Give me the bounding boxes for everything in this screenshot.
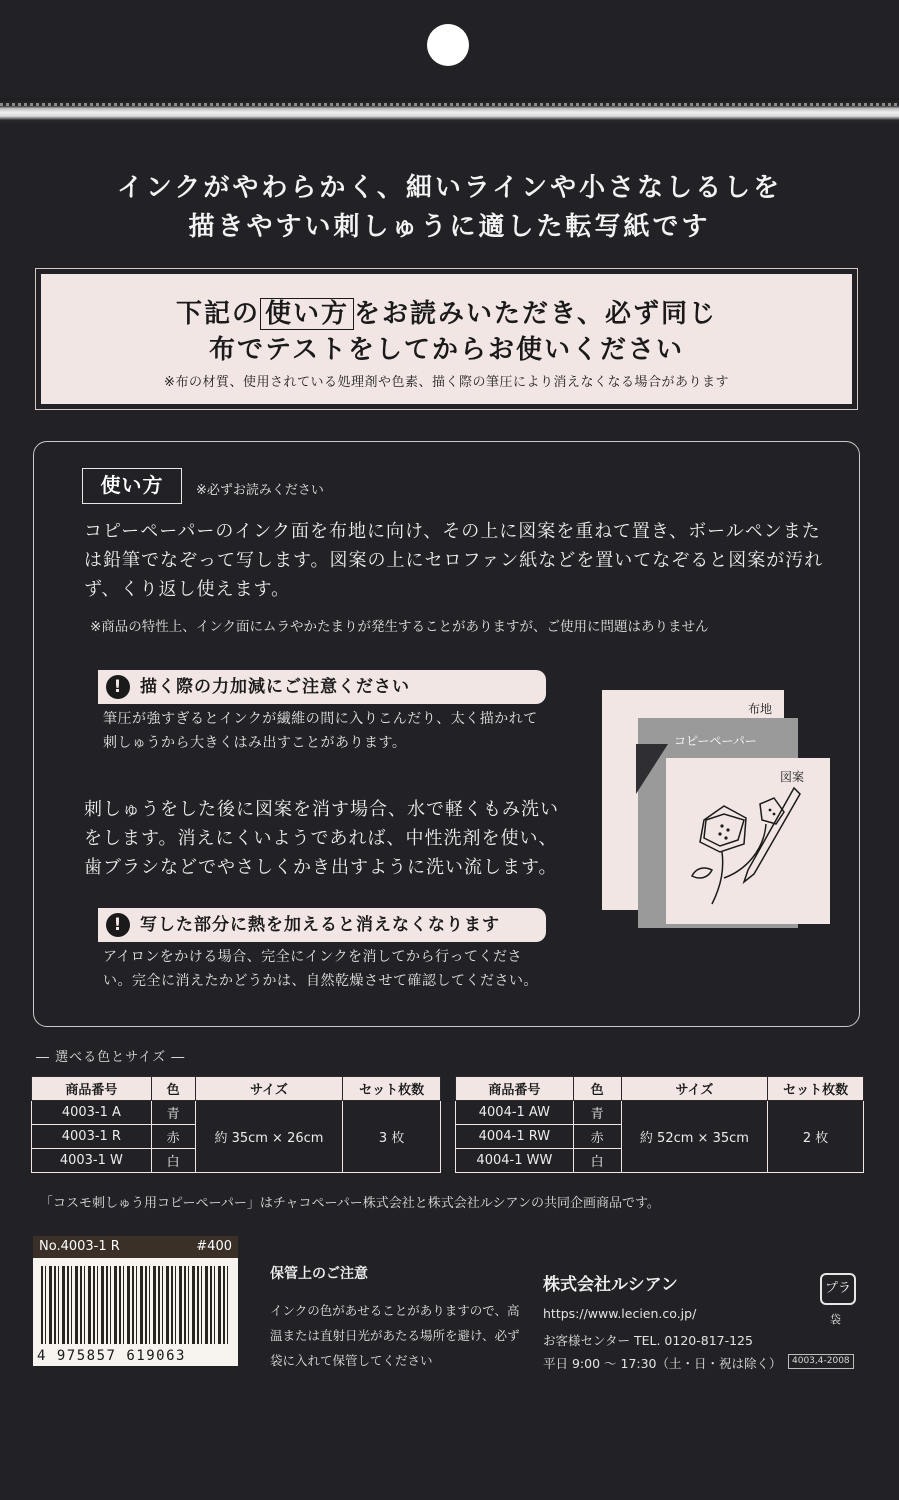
illustration-design-sheet bbox=[666, 758, 830, 924]
storage-title: 保管上のご注意 bbox=[270, 1266, 368, 1282]
business-hours: 平日 9:00 ～ 17:30（土・日・祝は除く） bbox=[543, 1356, 782, 1371]
notice-small-print: ※布の材質、使用されている処理剤や色素、描く際の筆圧により消えなくなる場合があります bbox=[164, 375, 729, 390]
product-code: 4004-1 RW bbox=[456, 1125, 574, 1149]
set-count-value: 2 枚 bbox=[768, 1101, 864, 1173]
barcode-number: 4 975857 619063 bbox=[35, 1348, 236, 1364]
warning-heat-text: アイロンをかける場合、完全にインクを消してから行ってください。完全に消えたかどうかは、自然乾燥させて確認してください。 bbox=[103, 949, 538, 989]
transfer-illustration bbox=[598, 688, 848, 948]
exclamation-icon: ! bbox=[106, 675, 130, 699]
seal-band bbox=[0, 98, 899, 124]
barcode-label bbox=[33, 1236, 238, 1366]
howto-tag: 使い方 bbox=[82, 468, 182, 504]
sizes-heading: ― 選べる色とサイズ ― bbox=[36, 1050, 186, 1065]
color-value: 白 bbox=[151, 1149, 195, 1173]
hang-hole bbox=[427, 24, 469, 66]
size-value: 約 35cm × 26cm bbox=[195, 1101, 343, 1173]
howto-small-note: ※商品の特性上、インク面にムラやかたまりが発生することがありますが、ご使用に問題はありません bbox=[90, 619, 709, 635]
product-code: 4004-1 WW bbox=[456, 1149, 574, 1173]
seal-perforation bbox=[0, 103, 899, 106]
col-product-no: 商品番号 bbox=[456, 1077, 574, 1101]
product-code: 4003-1 A bbox=[32, 1101, 152, 1125]
howto-paragraph-1: コピーペーパーのインク面を布地に向け、その上に図案を重ねて置き、ボールペンまたは鉛筆でなぞって写します。図案の上にセロファン紙などを置いてなぞると図案が汚れず、くり返し使えます。 bbox=[84, 521, 824, 600]
sizes-table-right bbox=[455, 1076, 864, 1173]
product-code: 4003-1 R bbox=[32, 1125, 152, 1149]
product-code-tag: #400 bbox=[196, 1239, 232, 1254]
col-color: 色 bbox=[151, 1077, 195, 1101]
recycle-label: 袋 bbox=[830, 1313, 841, 1326]
color-value: 赤 bbox=[151, 1125, 195, 1149]
notice-box bbox=[41, 274, 852, 404]
headline-line2: 描きやすい刺しゅうに適した転写紙です bbox=[188, 212, 711, 242]
fabric-label: 布地 bbox=[748, 702, 773, 716]
col-set-count: セット枚数 bbox=[768, 1077, 864, 1101]
set-count-value: 3 枚 bbox=[343, 1101, 441, 1173]
customer-center-tel: お客様センター TEL. 0120-817-125 bbox=[543, 1333, 753, 1348]
notice-boxed-word: 使い方 bbox=[260, 298, 354, 330]
warning-pressure-title: 描く際の力加減にご注意ください bbox=[140, 677, 410, 697]
company-name: 株式会社ルシアン bbox=[543, 1275, 678, 1295]
product-code: 4004-1 AW bbox=[456, 1101, 574, 1125]
notice-line1 bbox=[41, 274, 852, 332]
color-value: 赤 bbox=[573, 1125, 621, 1149]
warning-heat-title: 写した部分に熱を加えると消えなくなります bbox=[140, 915, 500, 935]
col-size: サイズ bbox=[195, 1077, 343, 1101]
exclamation-icon: ! bbox=[106, 913, 130, 937]
copy-paper-label: コピーペーパー bbox=[674, 734, 757, 748]
product-code: 4003-1 W bbox=[32, 1149, 152, 1173]
notice-frame bbox=[35, 268, 858, 410]
table-row bbox=[456, 1101, 864, 1125]
notice-line2: 布でテストをしてからお使いください bbox=[209, 335, 684, 365]
warning-heat bbox=[98, 908, 546, 942]
size-value: 約 52cm × 35cm bbox=[621, 1101, 768, 1173]
table-row bbox=[32, 1101, 441, 1125]
plastic-recycle-icon: プラ bbox=[820, 1273, 856, 1305]
color-value: 青 bbox=[151, 1101, 195, 1125]
notice-suffix: をお読みいただき、必ず同じ bbox=[354, 299, 717, 329]
howto-note: ※必ずお読みください bbox=[196, 483, 324, 498]
sizes-table-left bbox=[31, 1076, 441, 1173]
flower-pencil-icon bbox=[666, 758, 830, 924]
product-number: No.4003-1 R bbox=[39, 1239, 120, 1254]
warning-pressure bbox=[98, 670, 546, 704]
col-set-count: セット枚数 bbox=[343, 1077, 441, 1101]
co-planning-note: 「コスモ刺しゅう用コピーペーパー」はチャコペーパー株式会社と株式会社ルシアンの共同企画商品です。 bbox=[40, 1196, 660, 1211]
warning-pressure-text: 筆圧が強すぎるとインクが繊維の間に入りこんだり、太く描かれて刺しゅうから大きくはみ出すことがあります。 bbox=[103, 711, 538, 751]
barcode-header bbox=[33, 1236, 238, 1258]
col-color: 色 bbox=[573, 1077, 621, 1101]
col-product-no: 商品番号 bbox=[32, 1077, 152, 1101]
headline-line1: インクがやわらかく、細いラインや小さなしるしを bbox=[116, 173, 783, 203]
color-value: 青 bbox=[573, 1101, 621, 1125]
notice-prefix: 下記の bbox=[176, 299, 261, 329]
col-size: サイズ bbox=[621, 1077, 768, 1101]
design-label: 図案 bbox=[780, 770, 805, 784]
storage-text: インクの色があせることがありますので、高温または直射日光があたる場所を避け、必ず袋に入れて保管してください bbox=[270, 1303, 520, 1368]
color-value: 白 bbox=[573, 1149, 621, 1173]
howto-paragraph-2: 刺しゅうをした後に図案を消す場合、水で軽くもみ洗いをします。消えにくいようであれば、中性洗剤を使い、歯ブラシなどでやさしくかき出すように洗い流します。 bbox=[84, 799, 559, 878]
company-url: https://www.lecien.co.jp/ bbox=[543, 1306, 697, 1321]
barcode-bars bbox=[41, 1266, 229, 1344]
item-code: 4003,4-2008 bbox=[788, 1354, 854, 1369]
illustration-fold bbox=[636, 744, 668, 794]
